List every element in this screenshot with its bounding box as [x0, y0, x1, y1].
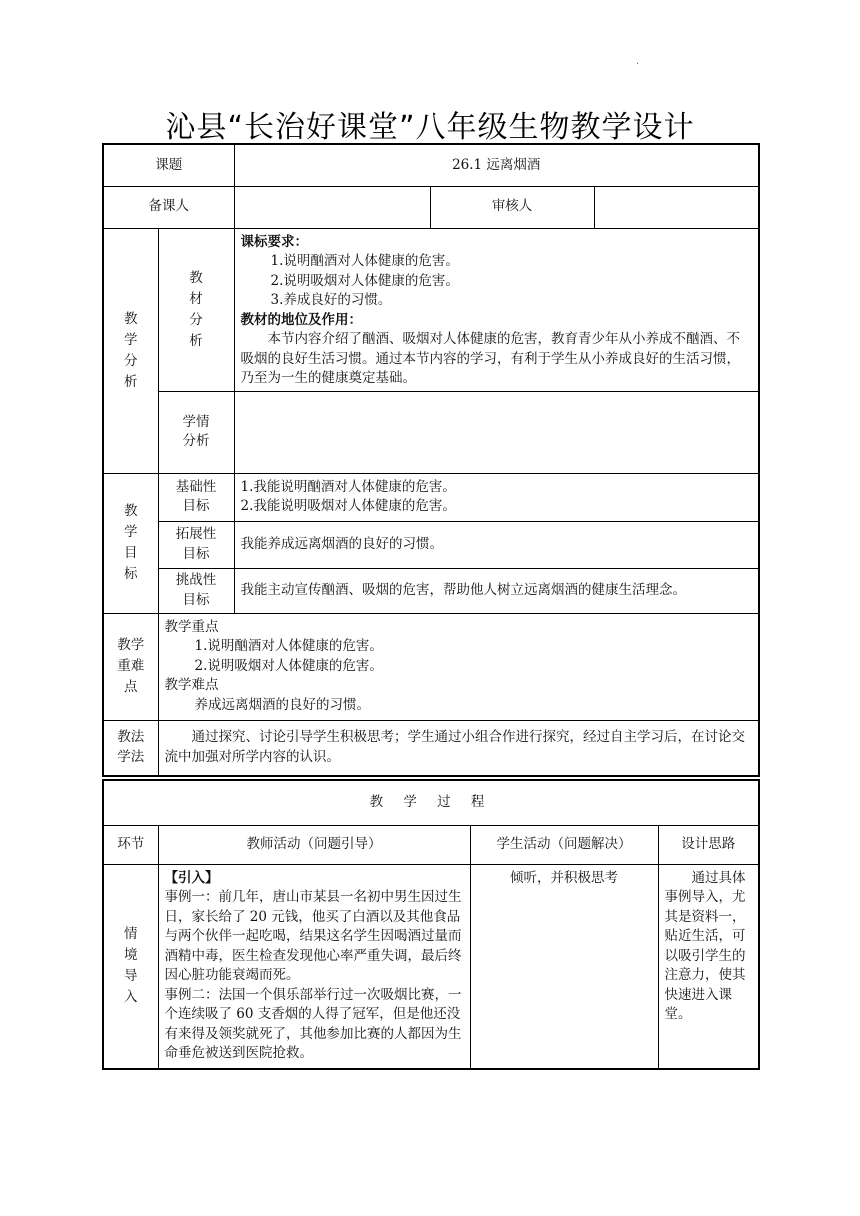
challenge-objective-label: 挑战性 目标: [158, 568, 234, 613]
stage-label: 情 境 导 入: [103, 864, 158, 1069]
basic-objective-content: [234, 473, 759, 521]
document-title: 沁县“长治好课堂”八年级生物教学设计: [165, 110, 695, 145]
material-analysis-label: 教 材 分 析: [158, 228, 234, 391]
position-text: 本节内容介绍了酗酒、吸烟对人体健康的危害，教育青少年从小养成不酗酒、不吸烟的良好生活习惯。通过本节内容的学习，有利于学生从小养成良好的生活习惯，乃至为一生的健康奠定基础。: [240, 331, 740, 386]
material-analysis-content: [234, 228, 759, 391]
design-text: 通过具体事例导入，尤其是资料一，贴近生活，可以吸引学生的注意力，使其快速进入课堂。: [664, 869, 746, 1022]
standard-item: 1.说明酗酒对人体健康的危害。: [270, 253, 459, 269]
student-analysis-content: [234, 391, 759, 473]
header-student-activity: 学生活动（问题解决）: [470, 825, 658, 864]
difficult-heading: 教学难点: [164, 677, 219, 694]
difficult-text: 养成远离烟酒的良好的习惯。: [194, 696, 370, 713]
key-item: 2.说明吸烟对人体健康的危害。: [194, 657, 383, 674]
standard-heading: 课标要求：: [240, 233, 308, 250]
extended-objective-label: 拓展性 目标: [158, 521, 234, 568]
topic-value: 26.1 远离烟酒: [234, 144, 759, 186]
objective-item: 1.我能说明酗酒对人体健康的危害。: [240, 478, 456, 495]
process-title: 教 学 过 程: [103, 780, 759, 825]
challenge-objective-content: 我能主动宣传酗酒、吸烟的危害，帮助他人树立远离烟酒的健康生活理念。: [234, 568, 759, 613]
student-analysis-label: 学情 分析: [158, 391, 234, 473]
corner-dot: .: [636, 56, 640, 67]
header-stage: 环节: [103, 825, 158, 864]
standard-item: 3.养成良好的习惯。: [270, 292, 392, 308]
header-teacher-activity: 教师活动（问题引导）: [158, 825, 470, 864]
case-paragraph: 事例一：前几年，唐山市某县一名初中男生因过生日，家长给了 20 元钱，他买了白酒以及其他食品与两个伙伴一起吃喝，结果这名学生因喝酒过量而酒精中毒，医生检查发现他心率严重失调，最后终因心脏功能衰竭而死。: [164, 889, 462, 983]
reviewer-label: 审核人: [430, 186, 594, 228]
topic-label: 课题: [103, 144, 234, 186]
key-heading: 教学重点: [164, 618, 219, 635]
methods-label: 教法 学法: [103, 720, 158, 776]
analysis-section-label: 教 学 分 析: [103, 228, 158, 473]
intro-heading: 【引入】: [164, 869, 219, 886]
basic-objective-label: 基础性 目标: [158, 473, 234, 521]
methods-content: [158, 720, 759, 776]
case-paragraph: 事例二：法国一个俱乐部举行过一次吸烟比赛，一个连续吸了 60 支香烟的人得了冠军，但是他还没有来得及领奖就死了，其他参加比赛的人都因为生命垂危被送到医院抢救。: [164, 986, 462, 1061]
lesson-plan-table: [102, 143, 760, 777]
key-points-content: [158, 613, 759, 720]
preparer-label: 备课人: [103, 186, 234, 228]
key-item: 1.说明酗酒对人体健康的危害。: [194, 638, 383, 655]
standard-item: 2.说明吸烟对人体健康的危害。: [270, 272, 459, 289]
teacher-activity-content: [158, 864, 470, 1069]
position-heading: 教材的地位及作用：: [240, 311, 362, 328]
objectives-section-label: 教 学 目 标: [103, 473, 158, 613]
header-design-idea: 设计思路: [658, 825, 759, 864]
teaching-process-table: [102, 779, 760, 1070]
student-activity-content: 倾听，并积极思考: [470, 864, 658, 1069]
key-points-label: 教学 重难 点: [103, 613, 158, 720]
objective-item: 2.我能说明吸烟对人体健康的危害。: [240, 498, 456, 514]
design-idea-content: [658, 864, 759, 1069]
preparer-value: [234, 186, 430, 228]
extended-objective-content: 我能养成远离烟酒的良好的习惯。: [234, 521, 759, 568]
methods-text: 通过探究、讨论引导学生积极思考；学生通过小组合作进行探究，经过自主学习后，在讨论交流中加强对所学内容的认识。: [164, 729, 745, 765]
reviewer-value: [594, 186, 759, 228]
